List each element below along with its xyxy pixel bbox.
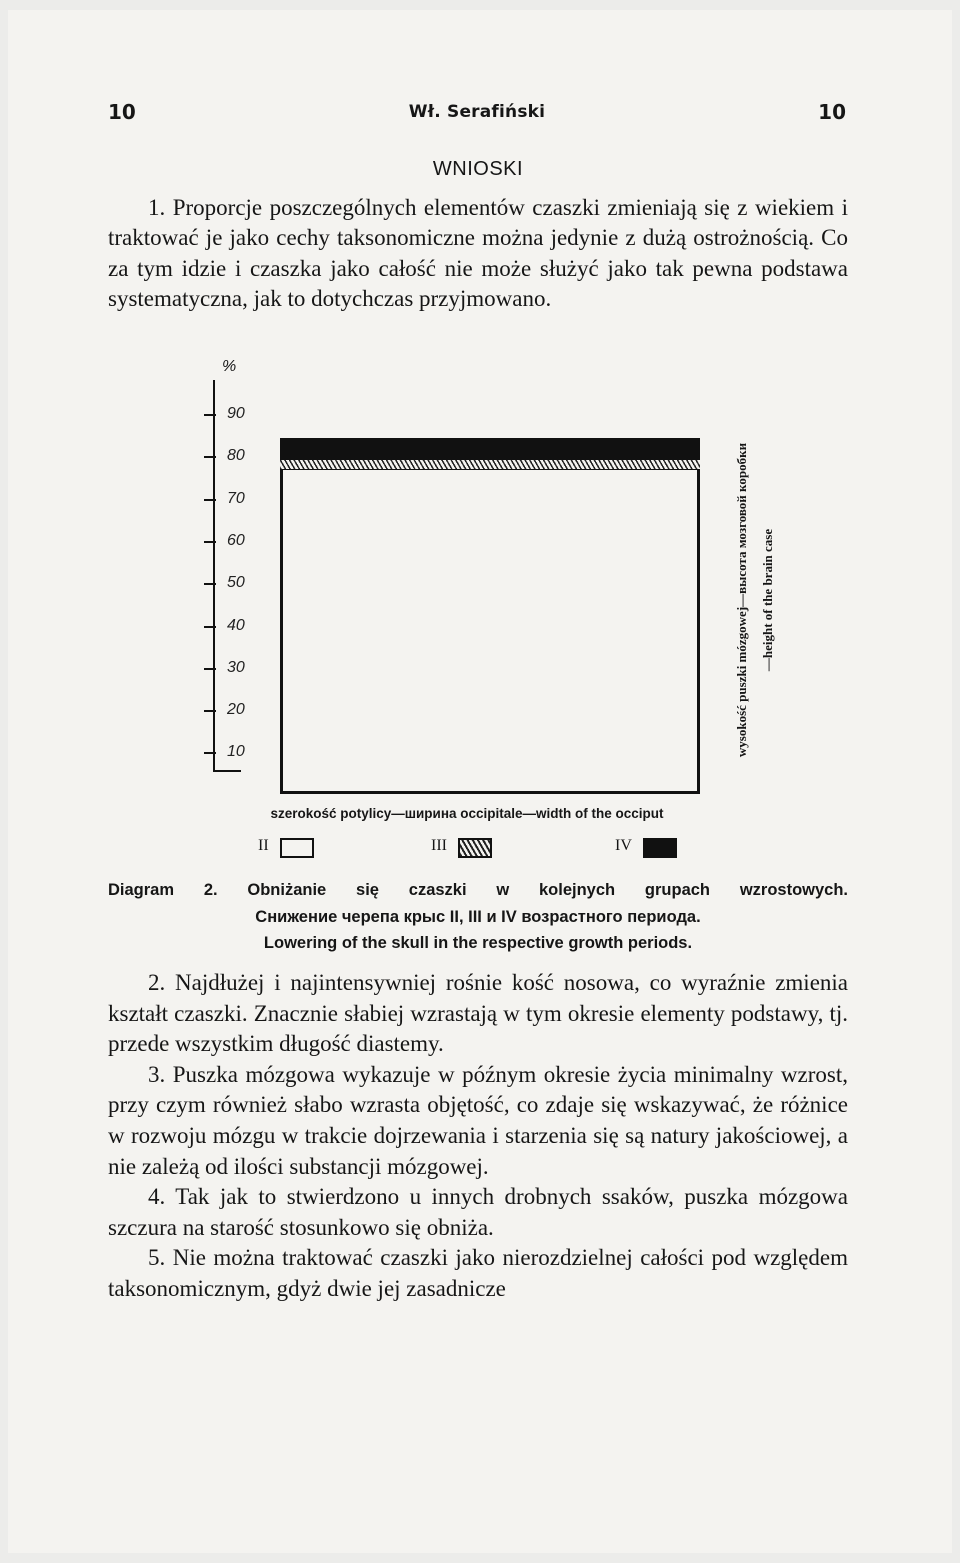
text-block-bottom — [108, 968, 848, 1305]
paragraph: 2. Najdłużej i najintensywniej rośnie kość nosowa, co wyraźnie zmienia kształt czaszki. Znacznie słabiej wzrastają w tym okresie elementy podstawy, tj. przede wszystkim długość diastemy. — [108, 970, 848, 1057]
legend-label-iv: IV — [615, 837, 632, 854]
y-tick-label: 50 — [227, 574, 245, 592]
y-tick-mark — [204, 583, 216, 585]
y-tick-label: 70 — [227, 489, 245, 507]
side-label-line-1: wysokość puszki mózgowej—высота мозговой коробки — [734, 442, 749, 758]
y-tick-mark — [204, 710, 216, 712]
bar-group-iii-band — [280, 460, 700, 470]
bar-group-iv-band — [280, 438, 700, 460]
y-tick-mark — [204, 626, 216, 628]
page-header — [108, 100, 846, 130]
paragraph: 5. Nie można traktować czaszki jako nierozdzielnej całości pod względem taksonomicznym, gdyż dwie jej zasadnicze — [108, 1245, 848, 1301]
y-tick-label: 80 — [227, 447, 245, 465]
y-tick-mark — [204, 499, 216, 501]
section-heading: WNIOSKI — [432, 158, 524, 180]
side-label-line-2: —height of the brain case — [760, 528, 775, 672]
y-tick-mark — [204, 456, 216, 458]
y-tick-label: 30 — [227, 658, 245, 676]
y-tick-label: 90 — [227, 405, 245, 422]
x-axis-label: szerokość potylicy—ширина occipitale—width of the occiput — [270, 806, 664, 821]
legend — [258, 835, 728, 865]
paragraph: 4. Tak jak to stwierdzono u innych drobnych ssaków, puszka mózgowa szczura na starość stosunkowo się obniża. — [108, 1184, 848, 1240]
caption-polish: Diagram 2. Obniżanie się czaszki w kolejnych grupach wzrostowych. — [108, 881, 848, 899]
y-tick-mark — [204, 668, 216, 670]
y-tick-label: 20 — [227, 701, 245, 719]
legend-swatch-hatched — [458, 838, 492, 858]
page-number-right: 10 — [818, 100, 846, 124]
legend-swatch-open — [280, 838, 314, 858]
y-tick-mark — [204, 541, 216, 543]
y-tick-mark — [204, 752, 216, 754]
y-axis-line — [213, 380, 215, 772]
page-number-left: 10 — [108, 100, 136, 124]
caption-english: Lowering of the skull in the respective growth periods. — [263, 934, 693, 952]
y-axis-base — [213, 770, 241, 772]
legend-swatch-solid — [643, 838, 677, 858]
side-axis-label — [725, 410, 785, 790]
y-tick-label: 40 — [227, 616, 245, 634]
paragraph: 3. Puszka mózgowa wykazuje w późnym okresie życia minimalny wzrost, przy czym również słabo wzrasta objętość, co zdaje się wskazywać, że różnice w rozwoju mózgu w trakcie dojrzewania i starzenia się są natury jakościowej, a nie zależą od ilości substancji mózgowej. — [108, 1061, 848, 1179]
running-title: Wł. Serafiński — [408, 102, 546, 122]
y-tick-mark — [204, 414, 216, 416]
legend-label-ii: II — [258, 837, 269, 854]
figure-caption — [108, 877, 848, 957]
y-axis-unit: % — [222, 358, 237, 375]
legend-label-iii: III — [431, 837, 447, 854]
caption-russian: Снижение черепа крыс II, III и IV возрастного периода. — [255, 907, 701, 926]
bar-group-ii-outline — [280, 441, 700, 794]
y-tick-label: 60 — [227, 531, 245, 549]
y-tick-label: 10 — [227, 743, 245, 761]
text-block-top — [108, 193, 848, 315]
paragraph: 1. Proporcje poszczególnych elementów czaszki zmieniają się z wiekiem i traktować je jako cechy taksonomiczne można jedynie z dużą ostrożnością. Co za tym idzie i czaszka jako całość nie może służyć jako tak pewna podstawa systematyczna, jak to dotychczas przyjmowano. — [108, 195, 848, 312]
